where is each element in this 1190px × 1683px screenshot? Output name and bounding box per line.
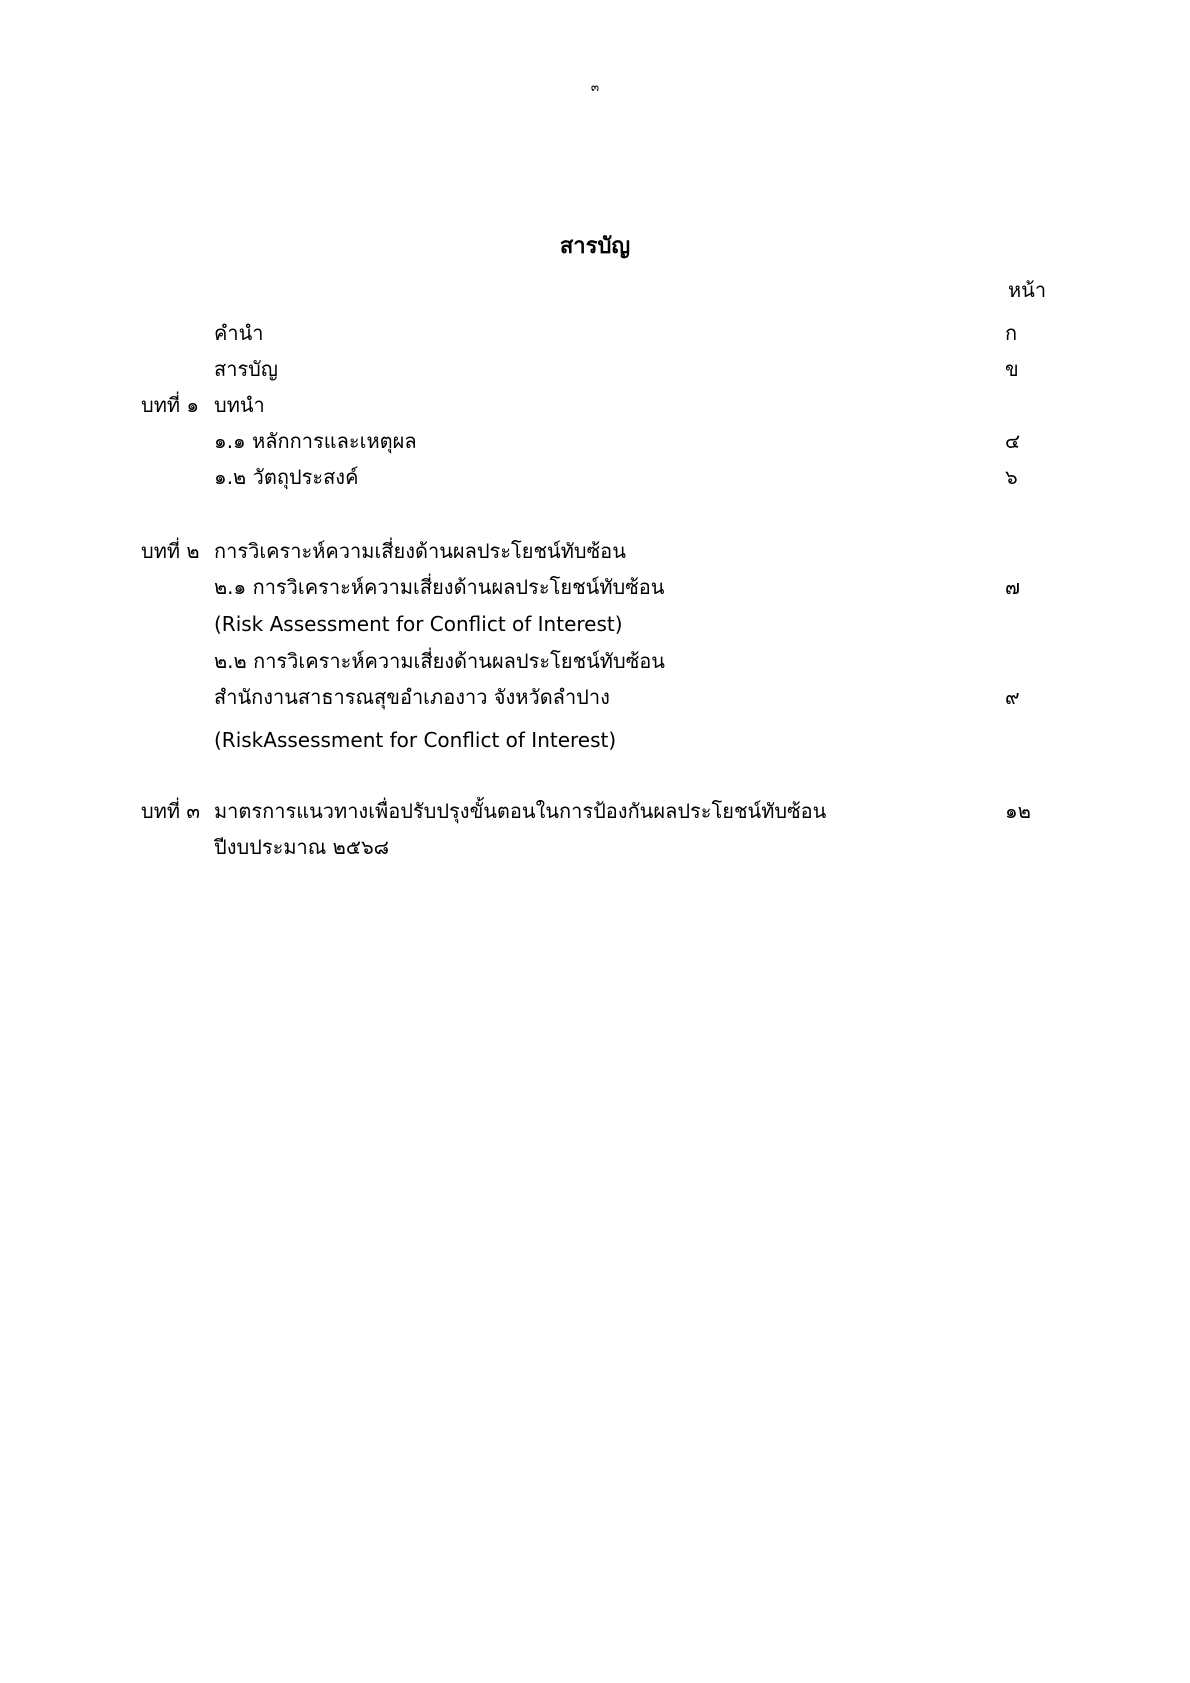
page-number: ๓ bbox=[590, 80, 600, 94]
toc-page-2-1: ๗ bbox=[1005, 575, 1021, 599]
toc-entry-contents: สารบัญ bbox=[214, 357, 278, 381]
toc-entry-1-1: ๑.๑ หลักการและเหตุผล bbox=[214, 429, 417, 453]
toc-chapter-1-title: บทนำ bbox=[214, 393, 265, 417]
toc-page-2-2: ๙ bbox=[1005, 685, 1020, 709]
toc-entry-1-2: ๑.๒ วัตถุประสงค์ bbox=[214, 465, 359, 489]
toc-chapter-3-title: มาตรการแนวทางเพื่อปรับปรุงขั้นตอนในการป้องกันผลประโยชน์ทับซ้อน bbox=[214, 799, 827, 823]
toc-entry-fiscal-year: ปีงบประมาณ ๒๕๖๘ bbox=[214, 835, 390, 859]
toc-title: สารบัญ bbox=[559, 234, 631, 259]
toc-page-chapter-3: ๑๒ bbox=[1005, 799, 1031, 823]
toc-entry-2-1: ๒.๑ การวิเคราะห์ความเสี่ยงด้านผลประโยชน์ทับซ้อน bbox=[214, 575, 665, 599]
toc-chapter-2-title: การวิเคราะห์ความเสี่ยงด้านผลประโยชน์ทับซ้อน bbox=[214, 539, 626, 563]
page-column-header: หน้า bbox=[1008, 278, 1047, 302]
toc-page-1-1: ๔ bbox=[1005, 429, 1021, 453]
toc-entry-2-2-english: (RiskAssessment for Conflict of Interest) bbox=[214, 728, 617, 752]
toc-entry-2-2-office: สำนักงานสาธารณสุขอำเภองาว จังหวัดลำปาง bbox=[214, 685, 610, 709]
toc-chapter-2-label: บทที่ ๒ bbox=[141, 539, 200, 563]
toc-page-preface: ก bbox=[1005, 321, 1018, 345]
toc-entry-2-2: ๒.๒ การวิเคราะห์ความเสี่ยงด้านผลประโยชน์ทับซ้อน bbox=[214, 649, 665, 673]
toc-entry-preface: คำนำ bbox=[214, 321, 264, 345]
toc-entry-2-1-english: (Risk Assessment for Conflict of Interest) bbox=[214, 612, 623, 636]
toc-chapter-1-label: บทที่ ๑ bbox=[141, 393, 200, 417]
toc-page-1-2: ๖ bbox=[1005, 465, 1018, 489]
toc-chapter-3-label: บทที่ ๓ bbox=[141, 799, 201, 823]
toc-page-contents: ข bbox=[1005, 357, 1019, 381]
